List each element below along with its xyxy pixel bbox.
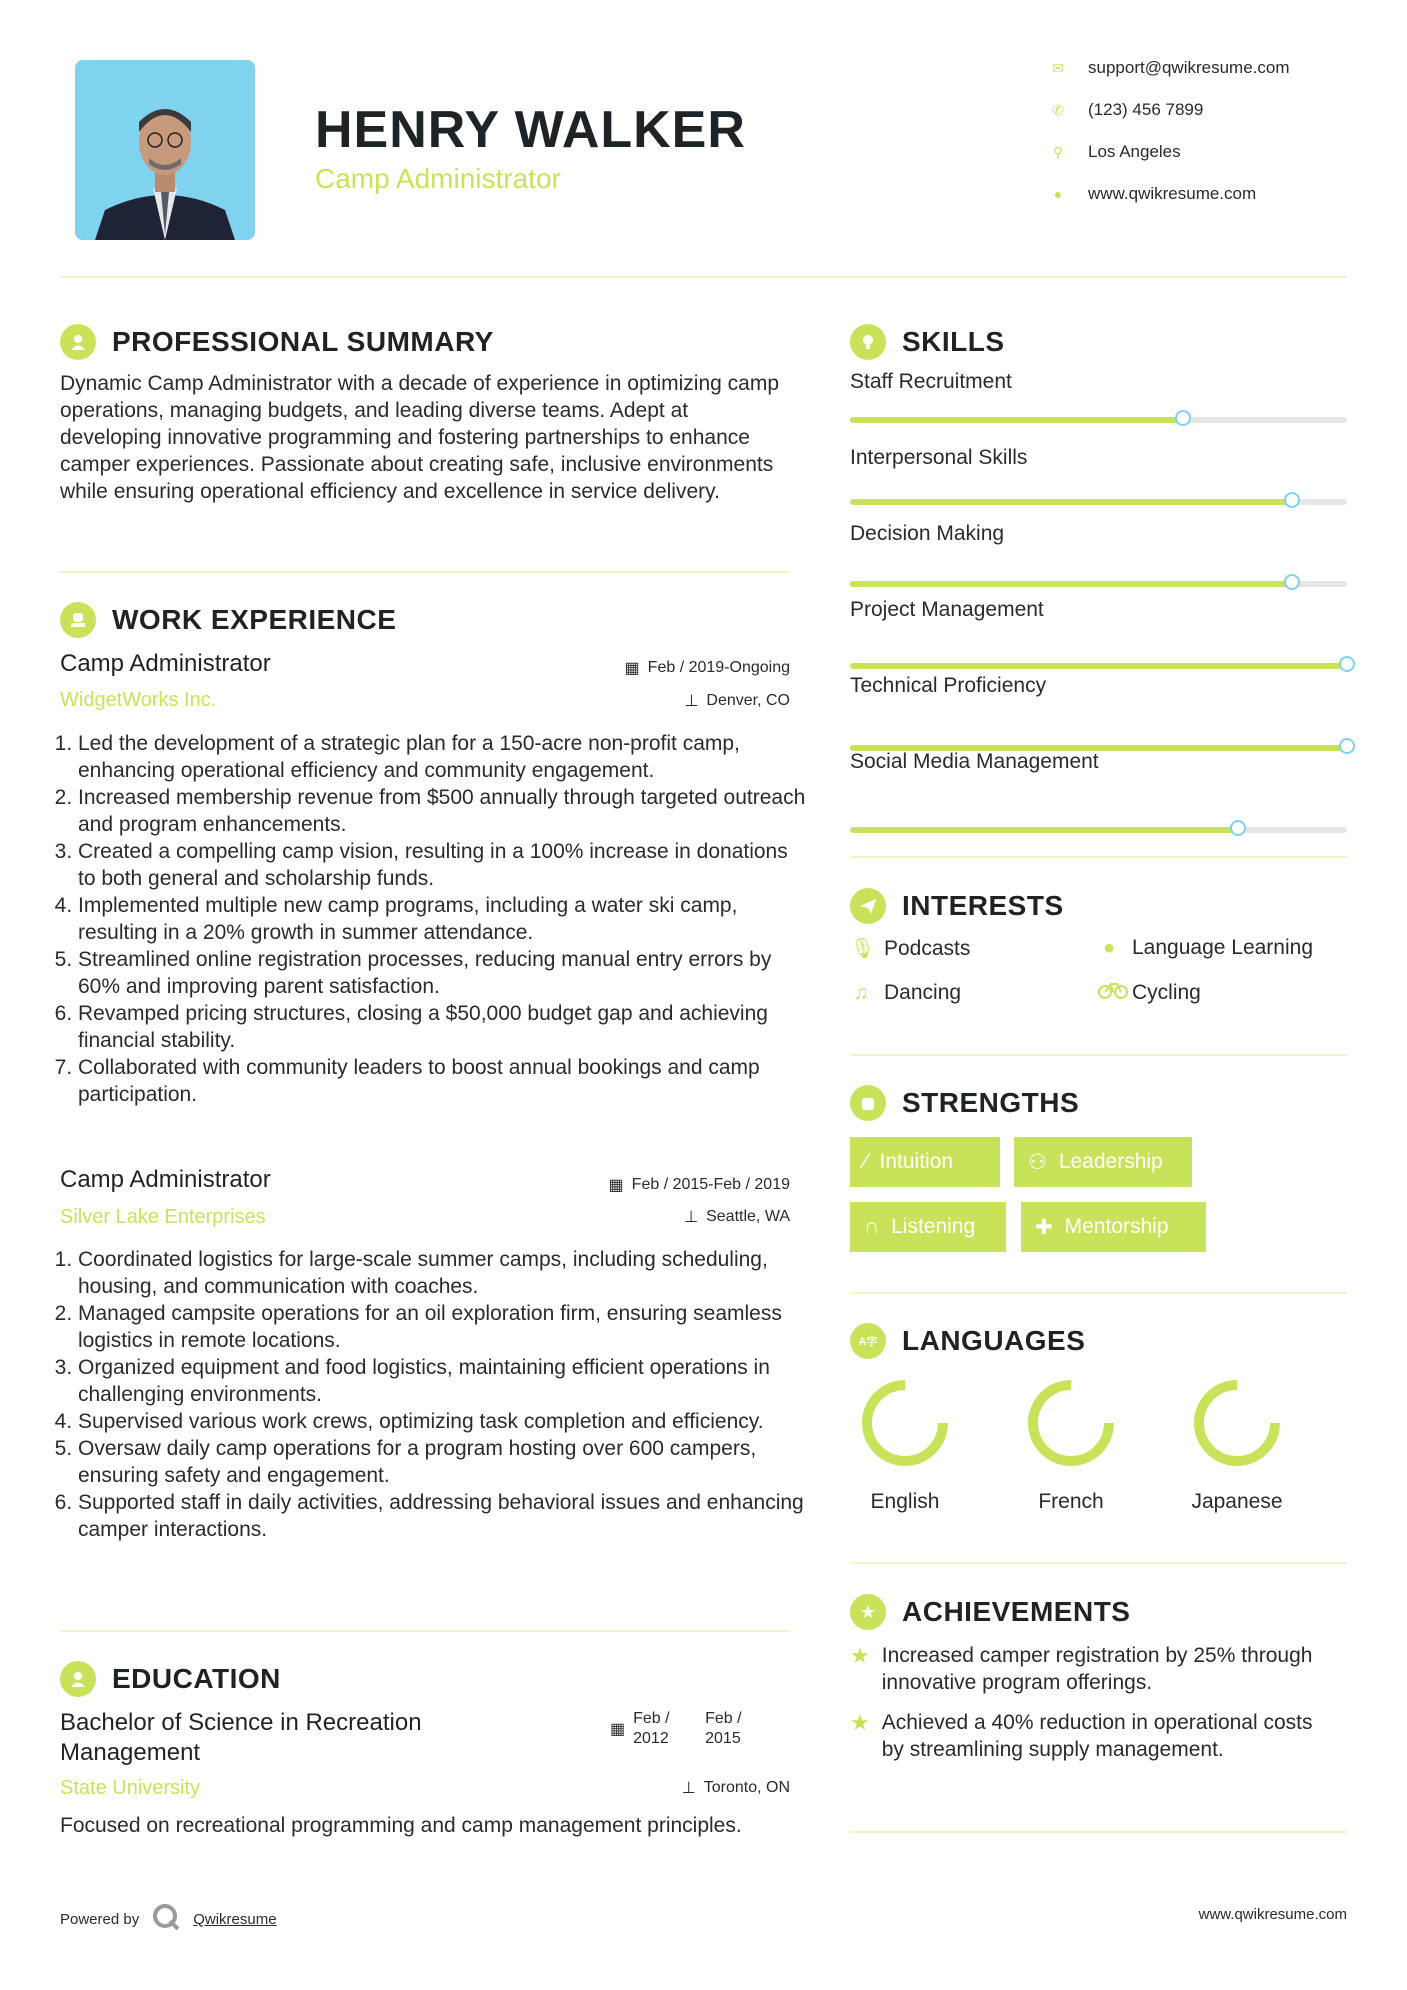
- education-heading: EDUCATION: [112, 1663, 281, 1694]
- list-item: 6. Revamped pricing structures, closing a $50,000 budget gap and achieving financial stability.: [78, 1000, 808, 1054]
- skill-label: Decision Making: [850, 522, 1005, 545]
- skill-bar-fill: [850, 581, 1292, 587]
- skills-header: [850, 324, 1005, 360]
- work-heading: WORK EXPERIENCE: [112, 604, 397, 635]
- skill-bar-fill: [850, 663, 1347, 669]
- job-2-date: [540, 1175, 790, 1195]
- strengths-divider: [850, 1292, 1347, 1294]
- list-item: 2. Managed campsite operations for an oil exploration firm, ensuring seamless logistics in remote locations.: [78, 1300, 808, 1354]
- skill-bar-knob: [1339, 738, 1355, 754]
- interests-divider: [850, 1054, 1347, 1056]
- summary-divider: [60, 571, 790, 573]
- job-2-location-text: Seattle, WA: [706, 1208, 790, 1225]
- interests-header: [850, 888, 1064, 924]
- users-icon: ⚇: [1028, 1150, 1047, 1174]
- language-label: French: [1038, 1490, 1104, 1513]
- contact-location: [1050, 142, 1181, 162]
- calendar-icon: ▦: [624, 660, 640, 677]
- education-date-start: Feb / 2012: [633, 1710, 670, 1747]
- strength-label: Listening: [891, 1215, 976, 1238]
- school: State University: [60, 1777, 201, 1799]
- list-item: 5. Oversaw daily camp operations for a program hosting over 600 campers, ensuring safety and engagement.: [78, 1435, 808, 1489]
- language-icon: A字: [850, 1323, 886, 1359]
- education-header: [60, 1661, 281, 1697]
- skills-divider: [850, 856, 1347, 858]
- user-plus-icon: ✚: [1035, 1215, 1053, 1239]
- achievements-header: [850, 1594, 1130, 1630]
- globe-icon: ●: [1102, 936, 1116, 959]
- job-1-company: WidgetWorks Inc.: [60, 689, 217, 711]
- user-icon: [60, 324, 96, 360]
- achievement-text: Achieved a 40% reduction in operational costs by streamlining supply management.: [881, 1711, 1313, 1761]
- qwikresume-logo-icon: [151, 1902, 181, 1937]
- fist-icon: [850, 1085, 886, 1121]
- interest-cycling: [1098, 981, 1201, 1005]
- skill-bar: [850, 581, 1347, 587]
- strengths-header: [850, 1085, 1079, 1121]
- skill-label: Staff Recruitment: [850, 370, 1012, 393]
- languages-divider: [850, 1562, 1347, 1564]
- work-header: [60, 602, 396, 638]
- list-item: 2. Increased membership revenue from $500 annually through targeted outreach and program enhancements.: [78, 784, 808, 838]
- languages-header: [850, 1323, 1085, 1359]
- language-ring-arc: [867, 1385, 943, 1461]
- language-ring-arc: [1033, 1385, 1109, 1461]
- interest-label: Podcasts: [884, 936, 971, 960]
- footer-powered: [60, 1902, 277, 1937]
- header-divider: [60, 276, 1347, 278]
- powered-by-label: Powered by: [60, 1911, 140, 1928]
- brand-link[interactable]: Qwikresume: [193, 1911, 277, 1928]
- achievements-heading: ACHIEVEMENTS: [902, 1596, 1131, 1627]
- job-1-title: Camp Administrator: [60, 650, 271, 677]
- skill-bar-fill: [850, 417, 1183, 423]
- paper-plane-icon: [850, 888, 886, 924]
- strength-label: Leadership: [1058, 1150, 1163, 1173]
- job-2-location: [560, 1207, 790, 1227]
- list-item: 1. Led the development of a strategic plan for a 150-acre non-profit camp, enhancing operational efficiency and community engagement.: [78, 730, 808, 784]
- skill-bar: [850, 663, 1347, 669]
- phone-icon: ✆: [1052, 101, 1064, 118]
- language-ring: [1187, 1373, 1287, 1478]
- job-1-location-text: Denver, CO: [706, 692, 790, 709]
- envelope-icon: ✉: [1052, 59, 1064, 76]
- music-note-icon: ♫: [853, 981, 869, 1004]
- pin-icon: ⊥: [684, 1209, 699, 1226]
- list-item: 3. Created a compelling camp vision, resulting in a 100% increase in donations to both general and scholarship funds.: [78, 838, 808, 892]
- skill-label: Technical Proficiency: [850, 674, 1047, 697]
- education-text: Focused on recreational programming and camp management principles.: [60, 1814, 742, 1837]
- bicycle-icon: [1098, 981, 1120, 1005]
- list-item: 6. Supported staff in daily activities, addressing behavioral issues and enhancing camper interactions.: [78, 1489, 808, 1543]
- job-1-date: [560, 658, 790, 678]
- interest-label: Dancing: [884, 981, 962, 1004]
- contact-location-text: Los Angeles: [1088, 142, 1181, 161]
- list-item: 4. Supervised various work crews, optimizing task completion and efficiency.: [78, 1408, 808, 1435]
- graduation-icon: [60, 1661, 96, 1697]
- interest-label: Cycling: [1132, 981, 1201, 1004]
- achievement-text: Increased camper registration by 25% through innovative program offerings.: [881, 1644, 1313, 1694]
- education-location-text: Toronto, ON: [703, 1779, 790, 1796]
- skill-bar: [850, 499, 1347, 505]
- star-icon: ★: [850, 1643, 870, 1668]
- job-1-duties: [60, 730, 808, 1108]
- strength-chip-intuition: [850, 1137, 1000, 1187]
- calendar-icon: ▦: [610, 1721, 626, 1738]
- job-2-title: Camp Administrator: [60, 1166, 271, 1193]
- education-location: [560, 1778, 790, 1798]
- skill-bar-knob: [1230, 820, 1246, 836]
- interests-heading: INTERESTS: [902, 890, 1064, 921]
- interest-dancing: [850, 981, 961, 1005]
- achievements-divider: [850, 1831, 1347, 1833]
- skill-bar: [850, 417, 1347, 423]
- calendar-icon: ▦: [608, 1177, 624, 1194]
- achievement-item: [850, 1709, 1320, 1763]
- interest-label: Language Learning: [1132, 936, 1314, 959]
- language-label: Japanese: [1191, 1490, 1283, 1513]
- education-date: [610, 1709, 790, 1749]
- location-pin-icon: ⚲: [1052, 143, 1064, 160]
- star-icon: ★: [850, 1710, 870, 1735]
- skill-bar-knob: [1339, 656, 1355, 672]
- interest-language-learning: [1098, 936, 1313, 960]
- contact-website[interactable]: [1050, 184, 1256, 204]
- strength-chip-listening: [850, 1202, 1006, 1252]
- globe-icon: ●: [1053, 186, 1063, 202]
- list-item: 3. Organized equipment and food logistics, maintaining efficient operations in challenging environments.: [78, 1354, 808, 1408]
- headphones-icon: ∩: [864, 1215, 880, 1238]
- lightbulb-icon: [850, 324, 886, 360]
- candidate-title: Camp Administrator: [315, 163, 561, 194]
- contact-phone-text: (123) 456 7899: [1088, 100, 1204, 119]
- pin-icon: ⊥: [681, 1780, 696, 1797]
- skill-bar-knob: [1175, 410, 1191, 426]
- pin-icon: ⊥: [684, 693, 699, 710]
- strength-chip-leadership: [1014, 1137, 1192, 1187]
- briefcase-icon: [60, 602, 96, 638]
- list-item: 5. Streamlined online registration processes, reducing manual entry errors by 60% and improving parent satisfaction.: [78, 946, 808, 1000]
- strength-chip-mentorship: [1021, 1202, 1206, 1252]
- summary-text: Dynamic Camp Administrator with a decade of experience in optimizing camp operations, managing budgets, and leading diverse teams. Adept at developing innovative programming and fostering partnerships to enhance camper experiences. Passionate about creating safe, inclusive environments while ensuring operational efficiency and excellence in service delivery.: [60, 372, 779, 503]
- skills-heading: SKILLS: [902, 326, 1005, 357]
- achievement-item: [850, 1642, 1320, 1696]
- list-item: 4. Implemented multiple new camp programs, including a water ski camp, resulting in a 20% growth in summer attendance.: [78, 892, 808, 946]
- contact-phone[interactable]: [1050, 100, 1203, 120]
- contact-email-text: support@qwikresume.com: [1088, 58, 1290, 77]
- footer-url[interactable]: www.qwikresume.com: [1198, 1906, 1347, 1923]
- contact-website-text: www.qwikresume.com: [1088, 184, 1257, 203]
- skill-bar: [850, 827, 1347, 833]
- job-1-date-text: Feb / 2019-Ongoing: [647, 659, 790, 676]
- strength-label: Mentorship: [1064, 1215, 1169, 1238]
- summary-header: [60, 324, 494, 360]
- work-divider: [60, 1630, 790, 1632]
- skill-label: Project Management: [850, 598, 1044, 621]
- skill-bar-fill: [850, 499, 1292, 505]
- job-1-location: [560, 691, 790, 711]
- contact-email[interactable]: [1050, 58, 1290, 78]
- languages-heading: LANGUAGES: [902, 1325, 1086, 1356]
- microphone-icon: 🎙︎: [850, 938, 876, 960]
- education-date-end: Feb / 2015: [705, 1710, 742, 1747]
- star-badge-icon: ★: [850, 1594, 886, 1630]
- profile-photo: [75, 60, 255, 240]
- list-item: 1. Coordinated logistics for large-scale summer camps, including scheduling, housing, and communication with coaches.: [78, 1246, 808, 1300]
- skill-label: Interpersonal Skills: [850, 446, 1028, 469]
- job-2-date-text: Feb / 2015-Feb / 2019: [631, 1176, 790, 1193]
- magic-wand-icon: ⁄: [864, 1150, 868, 1173]
- skill-bar-knob: [1284, 492, 1300, 508]
- interest-podcasts: [850, 936, 970, 961]
- language-ring-arc: [1199, 1385, 1275, 1461]
- skill-bar-fill: [850, 827, 1238, 833]
- strengths-heading: STRENGTHS: [902, 1087, 1080, 1118]
- job-2-company: Silver Lake Enterprises: [60, 1206, 266, 1228]
- language-ring: [855, 1373, 955, 1478]
- list-item: 7. Collaborated with community leaders to boost annual bookings and camp participation.: [78, 1054, 808, 1108]
- strength-label: Intuition: [879, 1150, 954, 1173]
- skill-bar-knob: [1284, 574, 1300, 590]
- summary-heading: PROFESSIONAL SUMMARY: [112, 326, 494, 357]
- skill-label: Social Media Management: [850, 750, 1099, 773]
- language-ring: [1021, 1373, 1121, 1478]
- degree: Bachelor of Science in Recreation Management: [60, 1709, 422, 1766]
- language-label: English: [870, 1490, 940, 1513]
- job-2-duties: [60, 1246, 808, 1543]
- candidate-name: HENRY WALKER: [315, 101, 746, 159]
